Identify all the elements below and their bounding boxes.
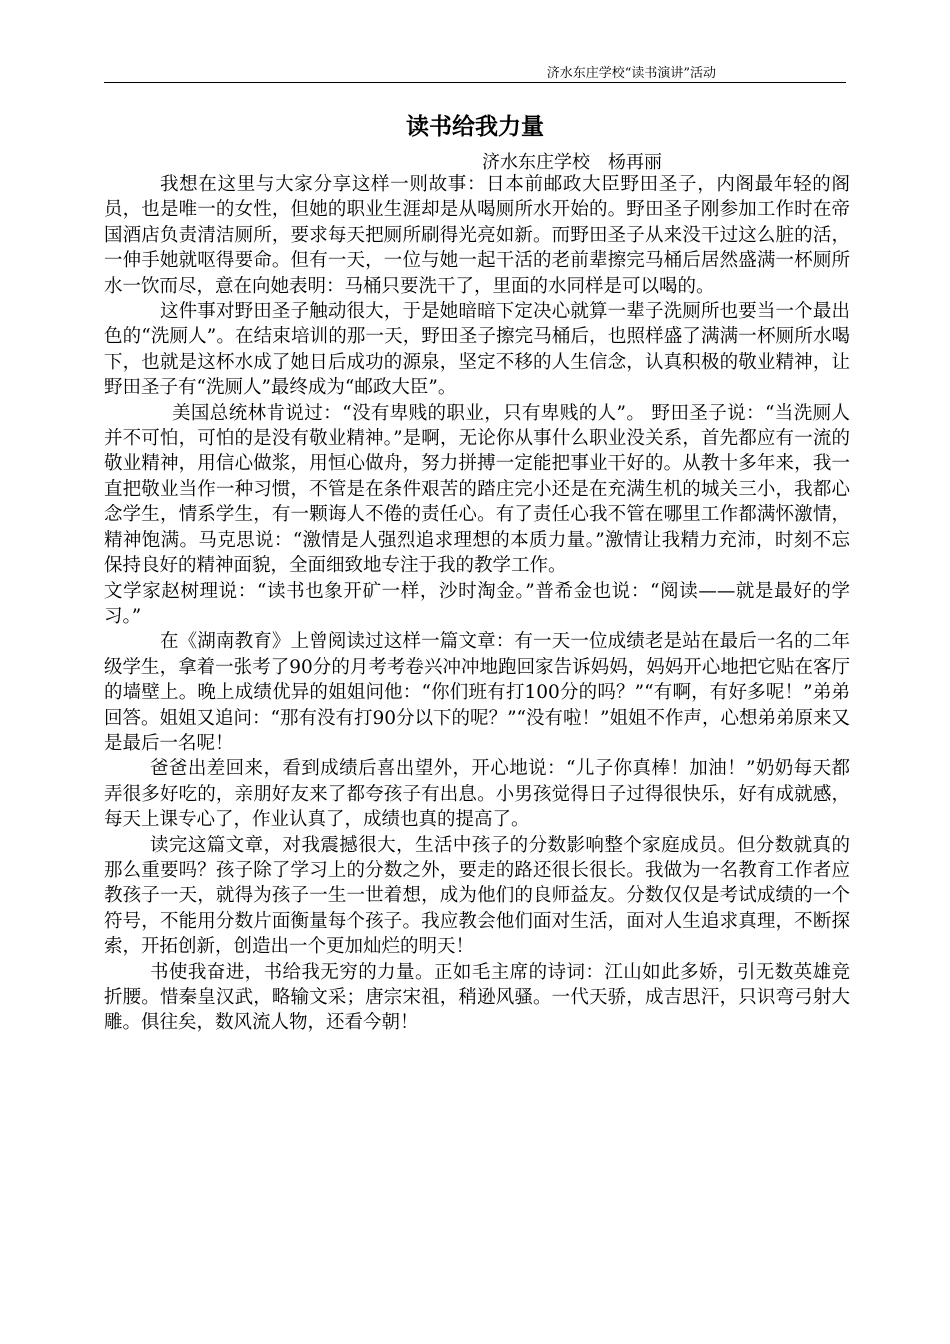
author-byline: 济水东庄学校 杨再丽 [482, 152, 662, 173]
paragraph-8: 书使我奋进，书给我无穷的力量。正如毛主席的诗词：江山如此多娇，引无数英雄竞折腰。惜秦皇汉武，略输文采；唐宗宋祖，稍逊风骚。一代天骄，成吉思汗，只识弯弓射大雕。俱往矣，数风流人物，还看今朝！ [104, 961, 850, 1034]
article-body [104, 172, 850, 1036]
paragraph-6: 爸爸出差回来，看到成绩后喜出望外，开心地说：“儿子你真棒！加油！”奶奶每天都弄很多好吃的，亲朋好友来了都夸孩子有出息。小男孩觉得日子过得很快乐，好有成就感，每天上课专心了，作业认真了，成绩也真的提高了。 [104, 758, 850, 831]
paragraph-2: 这件事对野田圣子触动很大，于是她暗暗下定决心就算一辈子洗厕所也要当一个最出色的“洗厕人”。在结束培训的那一天，野田圣子擦完马桶后，也照样盛了满满一杯厕所水喝下，也就是这杯水成了她日后成功的源泉，坚定不移的人生信念，认真积极的敬业精神，让野田圣子有“洗厕人”最终成为“邮政大臣”。 [104, 301, 850, 399]
paragraph-7: 读完这篇文章，对我震撼很大，生活中孩子的分数影响整个家庭成员。但分数就真的那么重要吗？孩子除了学习上的分数之外，要走的路还很长很长。我做为一名教育工作者应教孩子一天，就得为孩子一生一世着想，成为他们的良师益友。分数仅仅是考试成绩的一个符号，不能用分数片面衡量每个孩子。我应教会他们面对生活，面对人生追求真理，不断探索，开拓创新，创造出一个更加灿烂的明天！ [104, 834, 850, 958]
paragraph-4: 文学家赵树理说：“读书也象开矿一样，沙时淘金。”普希金也说：“阅读——就是最好的学习。” [104, 580, 850, 627]
header-divider [104, 82, 846, 83]
paragraph-5: 在《湖南教育》上曾阅读过这样一篇文章：有一天一位成绩老是站在最后一名的二年级学生，拿着一张考了90分的月考考卷兴冲冲地跑回家告诉妈妈，妈妈开心地把它贴在客厅的墙壁上。晚上成绩优异的姐姐问他：“你们班有打100分的吗？”“有啊，有好多呢！”弟弟回答。姐姐又追问：“那有没有打90分以下的呢？”“没有啦！”姐姐不作声，心想弟弟原来又是最后一名呢！ [104, 631, 850, 754]
page-title: 读书给我力量 [406, 114, 544, 140]
running-header: 济水东庄学校“读书演讲”活动 [546, 66, 716, 81]
paragraph-3: 美国总统林肯说过：“没有卑贱的职业，只有卑贱的人”。 野田圣子说：“当洗厕人并不可怕，可怕的是没有敬业精神。”是啊，无论你从事什么职业没关系，首先都应有一流的敬业精神，用信心做浆，用恒心做舟，努力拼搏一定能把事业干好的。从教十多年来，我一直把敬业当作一种习惯，不管是在条件艰苦的踏庄完小还是在充满生机的城关三小，我都心念学生，情系学生，有一颗诲人不倦的责任心。有了责任心我不管在哪里工作都满怀激情，精神饱满。马克思说：“激情是人强烈追求理想的本质力量。”激情让我精力充沛，时刻不忘保持良好的精神面貌，全面细致地专注于我的教学工作。 [104, 402, 850, 577]
paragraph-1: 我想在这里与大家分享这样一则故事：日本前邮政大臣野田圣子，内阁最年轻的阁员，也是唯一的女性，但她的职业生涯却是从喝厕所水开始的。野田圣子刚参加工作时在帝国酒店负责清洁厕所，要求每天把厕所刷得光亮如新。而野田圣子从来没干过这么脏的活，一伸手她就呕得要命。但有一天，一位与她一起干活的老前辈擦完马桶后居然盛满一杯厕所水一饮而尽，意在向她表明：马桶只要洗干了，里面的水同样是可以喝的。 [104, 174, 850, 297]
